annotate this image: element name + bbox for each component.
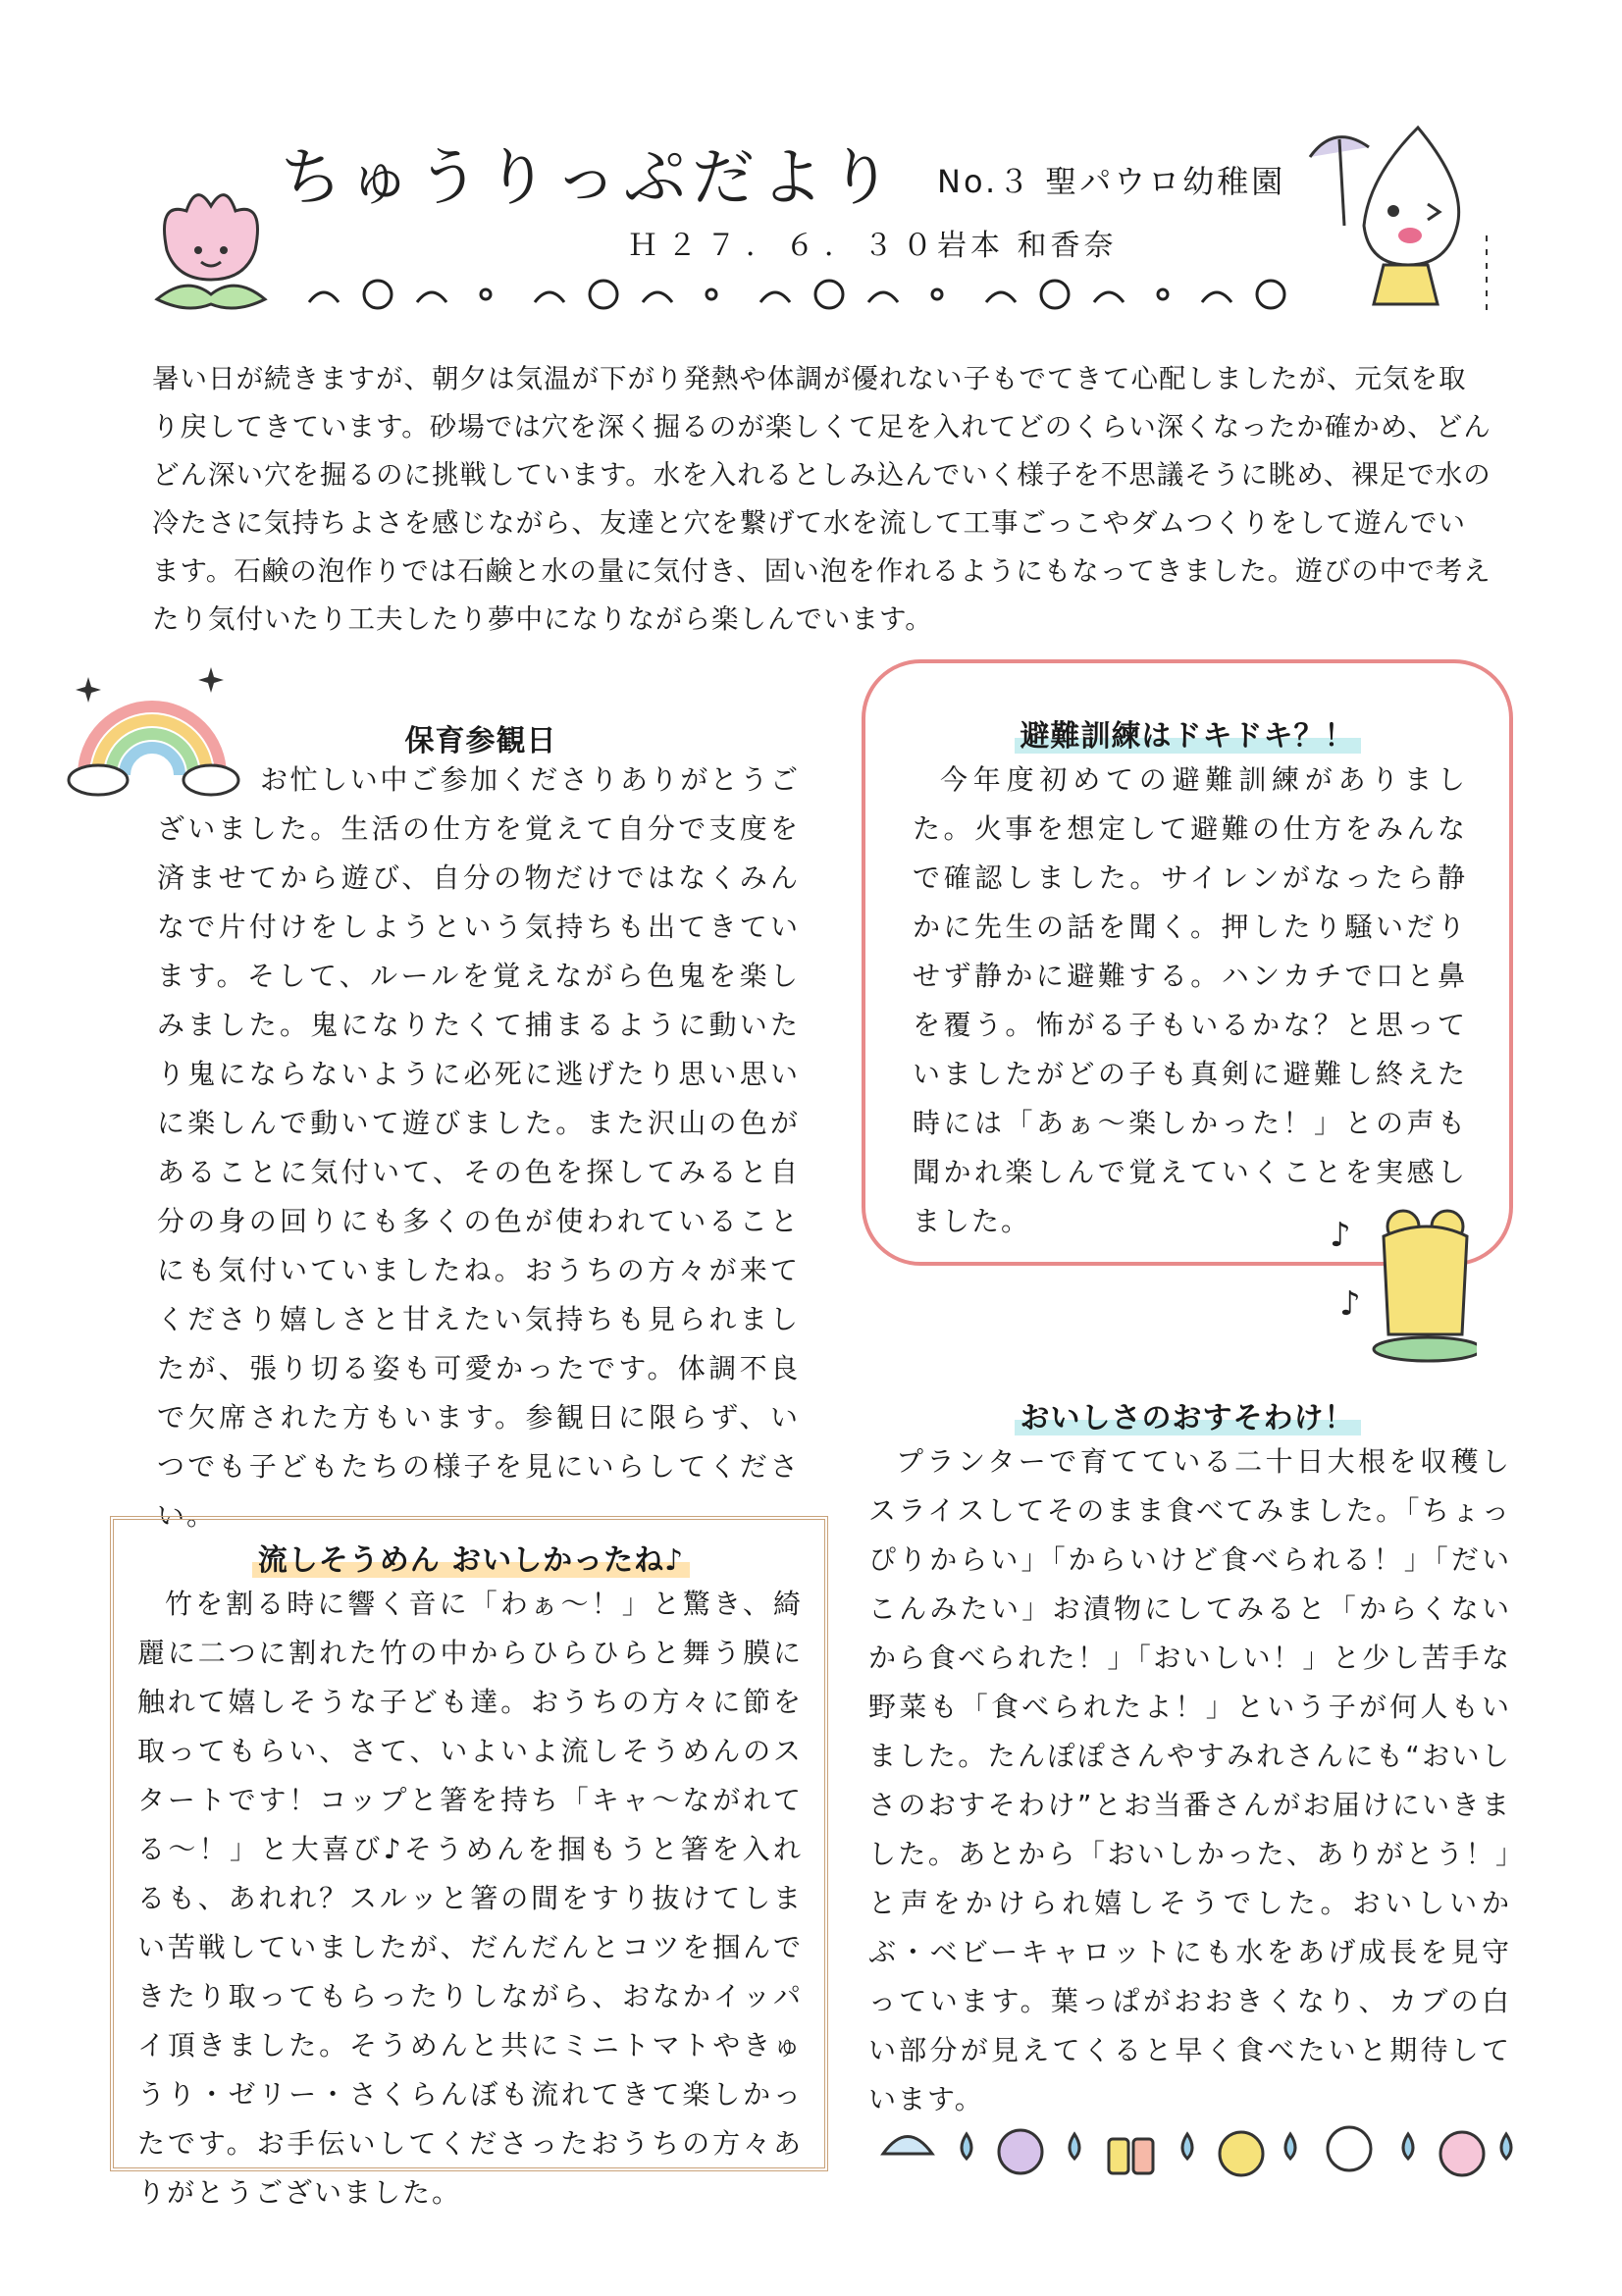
section-title-somen [157,1536,785,1579]
issue-date: Ｈ２７．６．３０ [628,229,942,263]
teru-teru-bozu-icon [1328,2127,1371,2170]
section-title-hoiku [383,716,579,759]
intro-paragraph: 暑い日が続きますが、朝夕は気温が下がり発熱や体調が優れない子もでてきて心配しましたが、元気を取り戻してきています。砂場では穴を深く掘るのが楽しくて足を入れてどのくらい深くなったか確かめ、どんどん深い穴を掘るのに挑戦しています。水を入れるとしみ込んでいく様子を不思議そうに眺め、裸足で水の冷たさに気持ちよさを感じながら、友達と穴を繋げて水を流して工事ごっこやダムつくりをして遊んでいます。石鹸の泡作りでは石鹸と水の量に気付き、固い泡を作れるようにもなってきました。遊びの中で考えたり気付いたり工夫したり夢中になりながら楽しんでいます。 [152,363,1491,635]
section-title-oishisa-text: おいしさのおすそわけ！ [1015,1401,1361,1435]
section-body-hinan: 今年度初めての避難訓練がありました。火事を想定して避難の仕方をみんなで確認しました。サイレンがなったら静かに先生の話を聞く。押したり騒いだりせず静かに避難する。ハンカチで口と鼻を覆う。怖がる子もいるかな？と思っていましたがどの子も真剣に避難し終えた時には「あぁ～楽しかった！」との声も聞かれ楽しんで覚えていくことを実感しました。 [913,763,1467,1237]
flower-border-decoration [299,273,1290,318]
bottom-decoration-row [873,2114,1521,2193]
flower-small-icon [1440,2132,1484,2175]
frog-small-icon [1220,2132,1263,2175]
svg-text:♪: ♪ [1339,1284,1361,1324]
section-body-hoiku: お忙しい中ご参加くださりありがとうございました。生活の仕方を覚えて自分で支度を済ませてから遊び、自分の物だけではなくみんなで片付けをしようという気持ちも出てきています。そして、ルールを覚えながら色鬼を楽しみました。鬼になりたくて捕まるように動いたり鬼にならないように必死に逃げたり思い思いに楽しんで動いて遊びました。また沢山の色があることに気付いて、その色を探してみると自分の身の回りにも多くの色が使われていることにも気付いていましたね。おうちの方々が来てくださり嬉しさと甘えたい気持ちも見られましたが、張り切る姿も可愛かったです。体調不良で欠席された方もいます。参観日に限らず、いつでも子どもたちの様子を見にいらしてください。 [157,763,800,1532]
section-title-somen-text: 流しそうめん おいしかったね♪ [252,1543,691,1578]
section-title-hinan-text: 避難訓練はドキドキ？！ [1015,719,1361,754]
hydrangea-icon [999,2130,1042,2173]
section-title-oishisa [991,1393,1384,1436]
umbrella-icon [883,2137,932,2155]
boots-icon [1109,2139,1128,2173]
section-body-somen: 竹を割る時に響く音に「わぁ～！」と驚き、綺麗に二つに割れた竹の中からひらひらと舞う膜に触れて嬉しそうな子ども達。おうちの方々に節を取ってもらい、さて、いよいよ流しそうめんのスタートです！コップと箸を持ち「キャ～ながれてる～！」と大喜び♪そうめんを掴もうと箸を入れるも、あれれ？スルッと箸の間をすり抜けてしまい苦戦していましたが、だんだんとコツを掴んできたり取ってもらったりしながら、おなかイッパイ頂きました。そうめんと共にミニトマトやきゅうり・ゼリー・さくらんぼも流れてきて楽しかったです。お手伝いしてくださったおうちの方々ありがとうございました。 [137,1588,803,2209]
newsletter-title: ちゅうりっぷだより [280,142,898,215]
author-name: 岩本 和香奈 [937,229,1118,263]
section-body-oishisa: プランターで育てている二十日大根を収穫しスライスしてそのまま食べてみました。「ちょっぴりからい」「からいけど食べられる！」「だいこんみたい」お漬物にしてみると「からくないから食べられた！」「おいしい！」と少し苦手な野菜も「食べられたよ！」という子が何人もいました。たんぽぽさんやすみれさんにも“おいしさのおすそわけ”とお当番さんがお届けにいきました。あとから「おいしかった、ありがとう！」と声をかけられ嬉しそうでした。おいしいかぶ・ベビーキャロットにも水をあげ成長を見守っています。葉っぱがおおきくなり、カブの白い部分が見えてくると早く食べたいと期待しています。 [868,1445,1511,2115]
raindrop-character-icon [1290,118,1506,324]
svg-text:♪: ♪ [1330,1216,1351,1255]
section-title-hoiku-text: 保育参観日 [404,724,557,758]
section-title-hinan [981,711,1393,755]
issue-and-school: No.３ 聖パウロ幼稚園 [937,163,1286,200]
frog-icon [1330,1207,1477,1364]
tulip-icon [147,182,275,319]
